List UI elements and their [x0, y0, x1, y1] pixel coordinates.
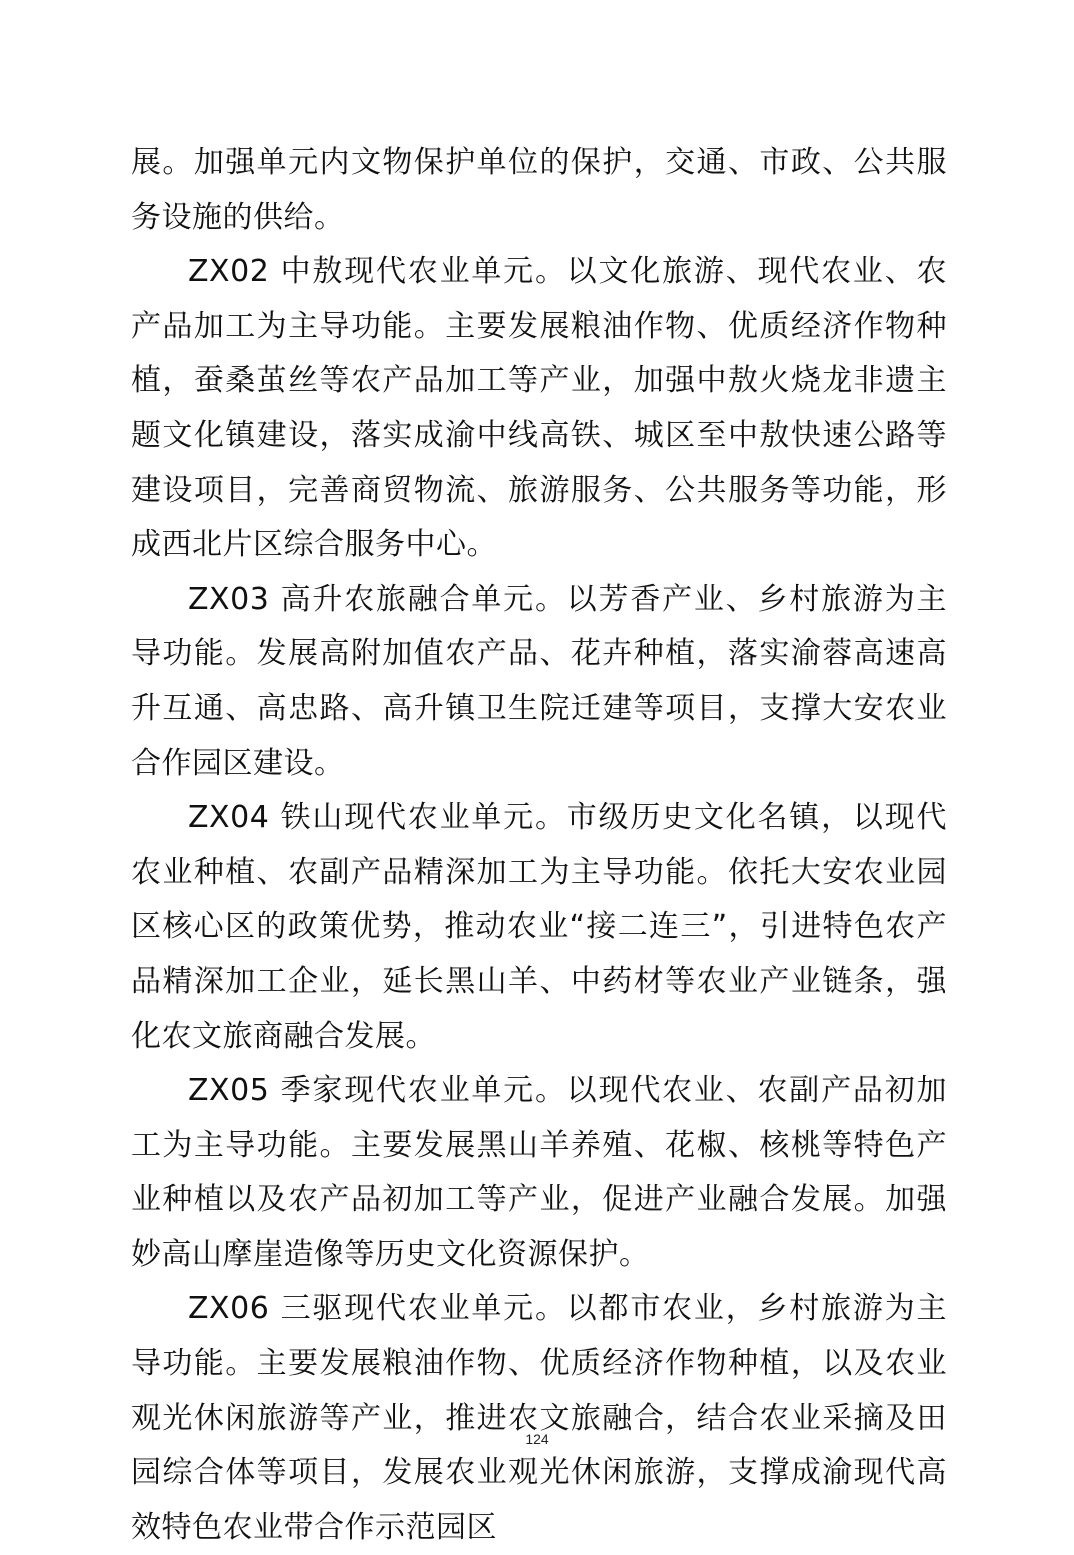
paragraph-zx02: ZX02 中敖现代农业单元。以文化旅游、现代农业、农产品加工为主导功能。主要发展粮油作物、优质经济作物种植，蚕桑茧丝等农产品加工等产业，加强中敖火烧龙非遗主题文化镇建设，落实成渝中线高铁、城区至中敖快速公路等建设项目，完善商贸物流、旅游服务、公共服务等功能，形成西北片区综合服务中心。: [131, 254, 947, 563]
paragraph-zx03: ZX03 高升农旅融合单元。以芳香产业、乡村旅游为主导功能。发展高附加值农产品、花卉种植，落实渝蓉高速高升互通、高忠路、高升镇卫生院迁建等项目，支撑大安农业合作园区建设。: [131, 581, 947, 781]
paragraph-zx05: ZX05 季家现代农业单元。以现代农业、农副产品初加工为主导功能。主要发展黑山羊养殖、花椒、核桃等特色产业种植以及农产品初加工等产业，促进产业融合发展。加强妙高山摩崖造像等历史文化资源保护。: [131, 1073, 947, 1272]
body-text: [131, 136, 947, 1555]
paragraph-zx06: ZX06 三驱现代农业单元。以都市农业，乡村旅游为主导功能。主要发展粮油作物、优质经济作物种植，以及农业观光休闲旅游等产业，推进农文旅融合，结合农业采摘及田园综合体等项目，发展农业观光休闲旅游，支撑成渝现代高效特色农业带合作示范园区: [131, 1291, 947, 1545]
paragraph-zx04: ZX04 铁山现代农业单元。市级历史文化名镇，以现代农业种植、农副产品精深加工为主导功能。依托大安农业园区核心区的政策优势，推动农业“接二连三”，引进特色农产品精深加工企业，延长黑山羊、中药材等农业产业链条，强化农文旅商融合发展。: [131, 800, 947, 1054]
paragraph-continuation: 展。加强单元内文物保护单位的保护，交通、市政、公共服务设施的供给。: [131, 145, 947, 235]
page-number: 124: [525, 1431, 549, 1447]
